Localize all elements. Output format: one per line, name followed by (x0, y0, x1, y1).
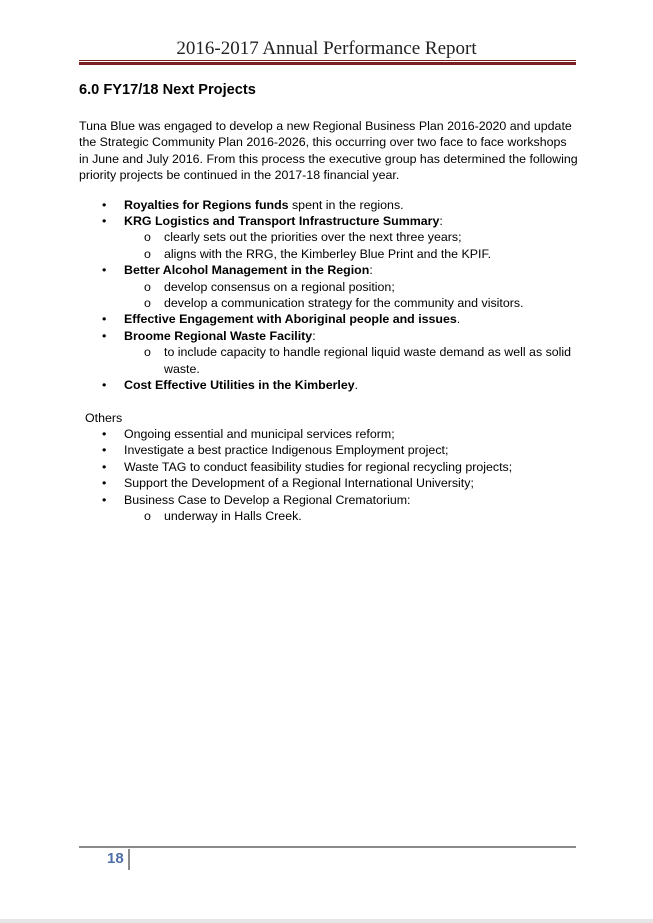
priority-item (79, 197, 579, 213)
circle-bullet-icon: o (144, 345, 151, 360)
priority-title: KRG Logistics and Transport Infrastructure Summary (124, 214, 440, 229)
circle-bullet-icon: o (144, 279, 151, 294)
other-item-text: Support the Development of a Regional International University; (124, 476, 474, 491)
sub-item-text: clearly sets out the priorities over the next three years; (164, 230, 462, 245)
page-number-divider (128, 849, 130, 870)
sub-item-text: develop a communication strategy for the community and visitors. (164, 296, 524, 311)
priority-title: Effective Engagement with Aboriginal people and issues (124, 312, 457, 327)
bullet-icon: • (102, 459, 107, 474)
other-item-text: Business Case to Develop a Regional Crematorium: (124, 492, 411, 507)
priority-title: Royalties for Regions funds (124, 197, 289, 212)
other-item-text: Waste TAG to conduct feasibility studies for regional recycling projects; (124, 459, 513, 474)
circle-bullet-icon: o (144, 508, 151, 523)
others-label: Others (85, 410, 123, 425)
sub-list-item (79, 295, 579, 311)
priority-suffix: spent in the regions. (288, 197, 404, 212)
other-item-text: Investigate a best practice Indigenous Employment project; (124, 443, 449, 458)
page-number: 18 (107, 850, 124, 867)
sub-list (124, 279, 579, 312)
header-rule-thick (79, 62, 576, 65)
sub-list-item (79, 344, 579, 377)
bullet-icon: • (102, 443, 107, 458)
other-item (79, 442, 579, 458)
priority-item (79, 377, 579, 393)
intro-paragraph: Tuna Blue was engaged to develop a new Regional Business Plan 2016-2020 and update the Strategic Community Plan 2016-2026, this occurring over two face to face workshops in June and July 2016. From this process the executive group has determined the following priority projects be continued in the 2017-18 financial year. (79, 119, 578, 183)
section-heading: 6.0 FY17/18 Next Projects (79, 82, 256, 98)
bullet-icon: • (102, 378, 107, 393)
report-title: 2016-2017 Annual Performance Report (176, 38, 477, 59)
sub-item-text: develop consensus on a regional position; (164, 279, 395, 294)
priority-item (79, 328, 579, 377)
priority-item (79, 213, 579, 262)
sub-list (124, 229, 579, 262)
sub-list-item (79, 229, 579, 245)
bullet-icon: • (102, 263, 107, 278)
other-item (79, 492, 579, 525)
other-item (79, 475, 579, 491)
priority-title: Broome Regional Waste Facility (124, 328, 313, 343)
priority-suffix: : (312, 328, 316, 343)
bullet-icon: • (102, 312, 107, 327)
header-rule-thin (79, 60, 576, 61)
bullet-icon: • (102, 492, 107, 507)
other-projects-list (79, 426, 579, 524)
priority-item (79, 311, 579, 327)
priority-suffix: . (354, 378, 359, 393)
other-item-text: Ongoing essential and municipal services reform; (124, 426, 395, 441)
bullet-icon: • (102, 197, 107, 212)
page-edge (0, 919, 653, 923)
priority-projects-list (79, 197, 579, 394)
priority-suffix: . (456, 312, 461, 327)
sub-list-item (79, 279, 579, 295)
page-content (79, 80, 579, 524)
priority-suffix: : (439, 214, 443, 229)
sub-list (124, 344, 579, 377)
footer-rule (79, 846, 576, 848)
circle-bullet-icon: o (144, 230, 151, 245)
priority-suffix: : (369, 263, 373, 278)
priority-item (79, 262, 579, 311)
bullet-icon: • (102, 214, 107, 229)
bullet-icon: • (102, 426, 107, 441)
sub-item-text: to include capacity to handle regional liquid waste demand as well as solid waste. (164, 345, 572, 376)
bullet-icon: • (102, 476, 107, 491)
other-item (79, 459, 579, 475)
sub-list (124, 508, 579, 524)
priority-title: Better Alcohol Management in the Region (124, 263, 370, 278)
circle-bullet-icon: o (144, 246, 151, 261)
sub-list-item (79, 246, 579, 262)
sub-list-item (79, 508, 579, 524)
circle-bullet-icon: o (144, 296, 151, 311)
sub-item-text: underway in Halls Creek. (164, 508, 302, 523)
priority-title: Cost Effective Utilities in the Kimberley (124, 378, 355, 393)
sub-item-text: aligns with the RRG, the Kimberley Blue Print and the KPIF. (164, 246, 492, 261)
other-item (79, 426, 579, 442)
bullet-icon: • (102, 328, 107, 343)
